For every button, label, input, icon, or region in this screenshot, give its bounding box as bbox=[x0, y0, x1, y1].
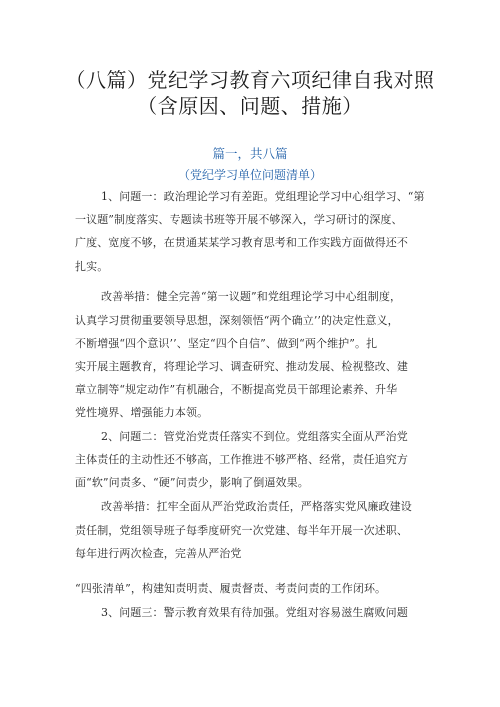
document-title-line-2: （含原因、问题、措施） bbox=[137, 94, 363, 118]
paragraph-line: 一议题”制度落实、专题读书班等开展不够深入，学习研讨的深度、 bbox=[75, 213, 403, 226]
paragraph-line: 实开展主题教育，将理论学习、调查研究、推动发展、检视整改、建 bbox=[75, 360, 408, 373]
paragraph-line: 党性境界、增强能力本领。 bbox=[75, 406, 209, 419]
paragraph-line: 改善举措：扛牢全面从严治党政治责任，严格落实党风廉政建设 bbox=[101, 500, 412, 513]
paragraph-line: 不断增强“四个意识’’、坚定“四个自信”、做到“两个维护”。扎 bbox=[75, 337, 378, 350]
paragraph-line: 广度、宽度不够，在贯通某某学习教育思考和工作实践方面做得还不 bbox=[75, 236, 408, 249]
paragraph-line: 章立制等“规定动作”有机融合，不断提高党员干部理论素养、升华 bbox=[75, 383, 398, 396]
paragraph-line: 改善举措：健全完善“第一议题”和党组理论学习中心组制度， bbox=[101, 290, 402, 303]
section-subtitle: 篇一，共八篇 bbox=[212, 146, 288, 161]
paragraph-line: 每年进行两次检查，完善从严治党 bbox=[75, 547, 242, 560]
paragraph-line: 3、问题三：警示教育效果有待加强。党组对容易滋生腐败问题 bbox=[101, 606, 408, 619]
document-title-line-1: （八篇）党纪学习教育六项纪律自我对照 bbox=[65, 68, 435, 92]
list-heading: （党纪学习单位问题清单） bbox=[177, 168, 322, 182]
paragraph-line: 主体责任的主动性还不够高，工作推进不够严格、经常，责任追究方 bbox=[75, 453, 408, 466]
paragraph-line: 面“软”问责多、“硬”问责少，影响了倒逼效果。 bbox=[75, 476, 309, 489]
paragraph-line: “四张清单”，构建知责明责、履责督责、考责问责的工作闭环。 bbox=[75, 582, 387, 595]
paragraph-line: 2、问题二：管党治党责任落实不到位。党组落实全面从严治党 bbox=[101, 430, 408, 443]
paragraph-line: 认真学习贯彻重要领导思想，深刻领悟“两个确立’’的决定性意义， bbox=[75, 314, 399, 327]
paragraph-line: 1、问题一：政治理论学习有差距。党组理论学习中心组学习、“第 bbox=[101, 190, 425, 203]
paragraph-line: 责任制，党组领导班子每季度研究一次党建、每半年开展一次述职、 bbox=[75, 524, 408, 537]
paragraph-line: 扎实。 bbox=[75, 260, 109, 273]
